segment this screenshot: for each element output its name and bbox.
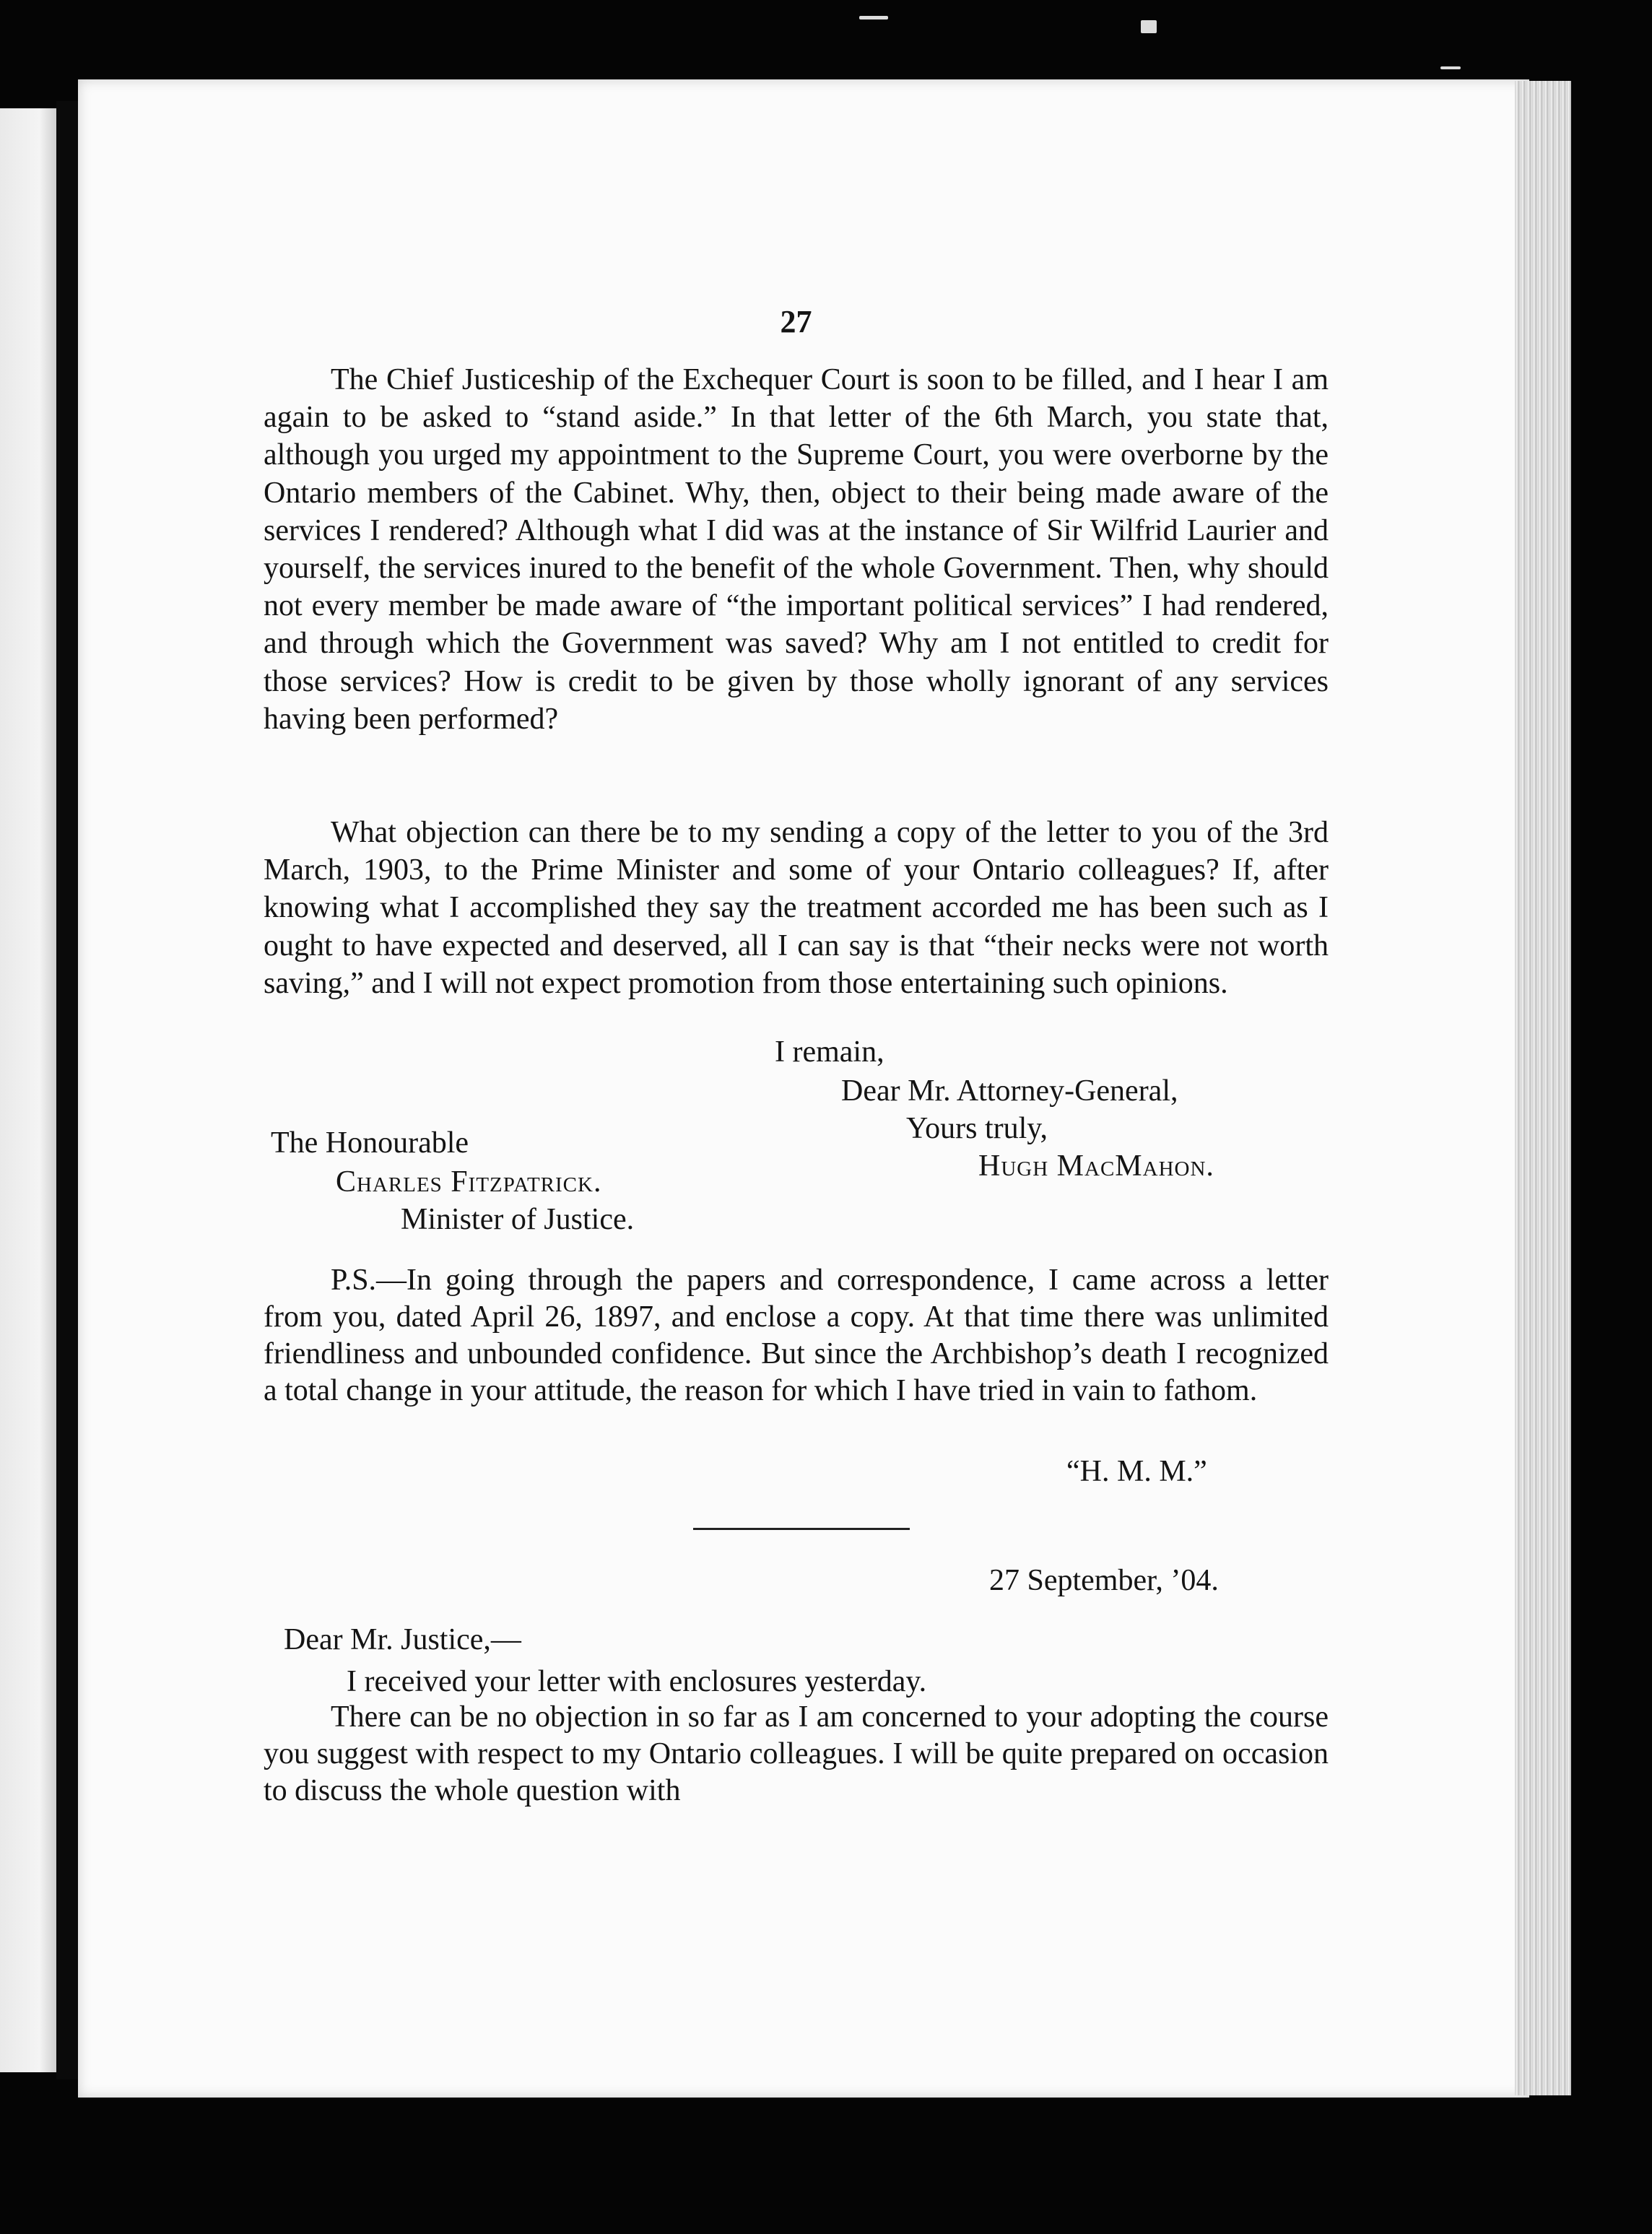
page-stack-edge xyxy=(1515,81,1571,2095)
scan-speck xyxy=(1141,20,1157,33)
reply-paragraph-2: There can be no objection in so far as I am concerned to your adopting the course you suggest with respect to my Ontario colleagues. I will be quite prepared on occasion to discuss the whole question with xyxy=(264,1700,1329,1807)
addressee-name: Charles Fitzpatrick. xyxy=(336,1165,602,1199)
page-number: 27 xyxy=(780,304,812,339)
book-gutter xyxy=(56,101,78,2079)
section-divider xyxy=(693,1528,910,1530)
reply-line-1: I received your letter with enclosures yesterday. xyxy=(347,1665,927,1698)
addressee-title: The Honourable xyxy=(271,1126,469,1160)
closing-yours: Yours truly, xyxy=(906,1112,1048,1145)
letter-paragraph-1: The Chief Justiceship of the Exchequer Court is soon to be filled, and I hear I am again to be asked to “stand aside.” In that letter of the 6th March, you state that, although you urged my appointment to the Supreme Court, you were overborne by the Ontario members of the Cabinet. Why, then, object to their being made aware of the services I rendered? Although what I did was at the instance of Sir Wilfrid Laurier and yourself, the services inured to the benefit of the whole Government. Then, why should not every member be made aware of “the important political services” I had rendered, and through which the Government was saved? Why am I not entitled to credit for those services? How is credit to be given by those wholly ignorant of any services having been performed? xyxy=(264,363,1329,736)
scan-speck xyxy=(859,16,888,19)
scan-speck xyxy=(1440,66,1461,69)
signature: Hugh MacMahon. xyxy=(978,1149,1214,1183)
reply-date: 27 September, ’04. xyxy=(989,1564,1219,1597)
letter-paragraph-2: What objection can there be to my sending a copy of the letter to you of the 3rd March, 1903, to the Prime Minister and some of your Ontario colleagues? If, after knowing what I accomplished they say the treatment accorded me has been such as I ought to have expected and deserved, all I can say is that “their necks were not worth saving,” and I will not expect promotion from those entertaining such opinions. xyxy=(264,816,1329,1000)
closing-remain: I remain, xyxy=(775,1035,884,1069)
closing-salutation: Dear Mr. Attorney-General, xyxy=(841,1074,1178,1108)
reply-salutation: Dear Mr. Justice,— xyxy=(284,1623,521,1656)
postscript-initials: “H. M. M.” xyxy=(1066,1455,1207,1488)
facing-page-edge xyxy=(0,108,56,2072)
postscript: P.S.—In going through the papers and correspondence, I came across a letter from you, dated April 26, 1897, and enclose a copy. At that time there was unlimited friendliness and unbounded confidence. But since the Archbishop’s death I recognized a total change in your attitude, the reason for which I have tried in vain to fathom. xyxy=(264,1264,1329,1407)
addressee-office: Minister of Justice. xyxy=(401,1203,635,1236)
